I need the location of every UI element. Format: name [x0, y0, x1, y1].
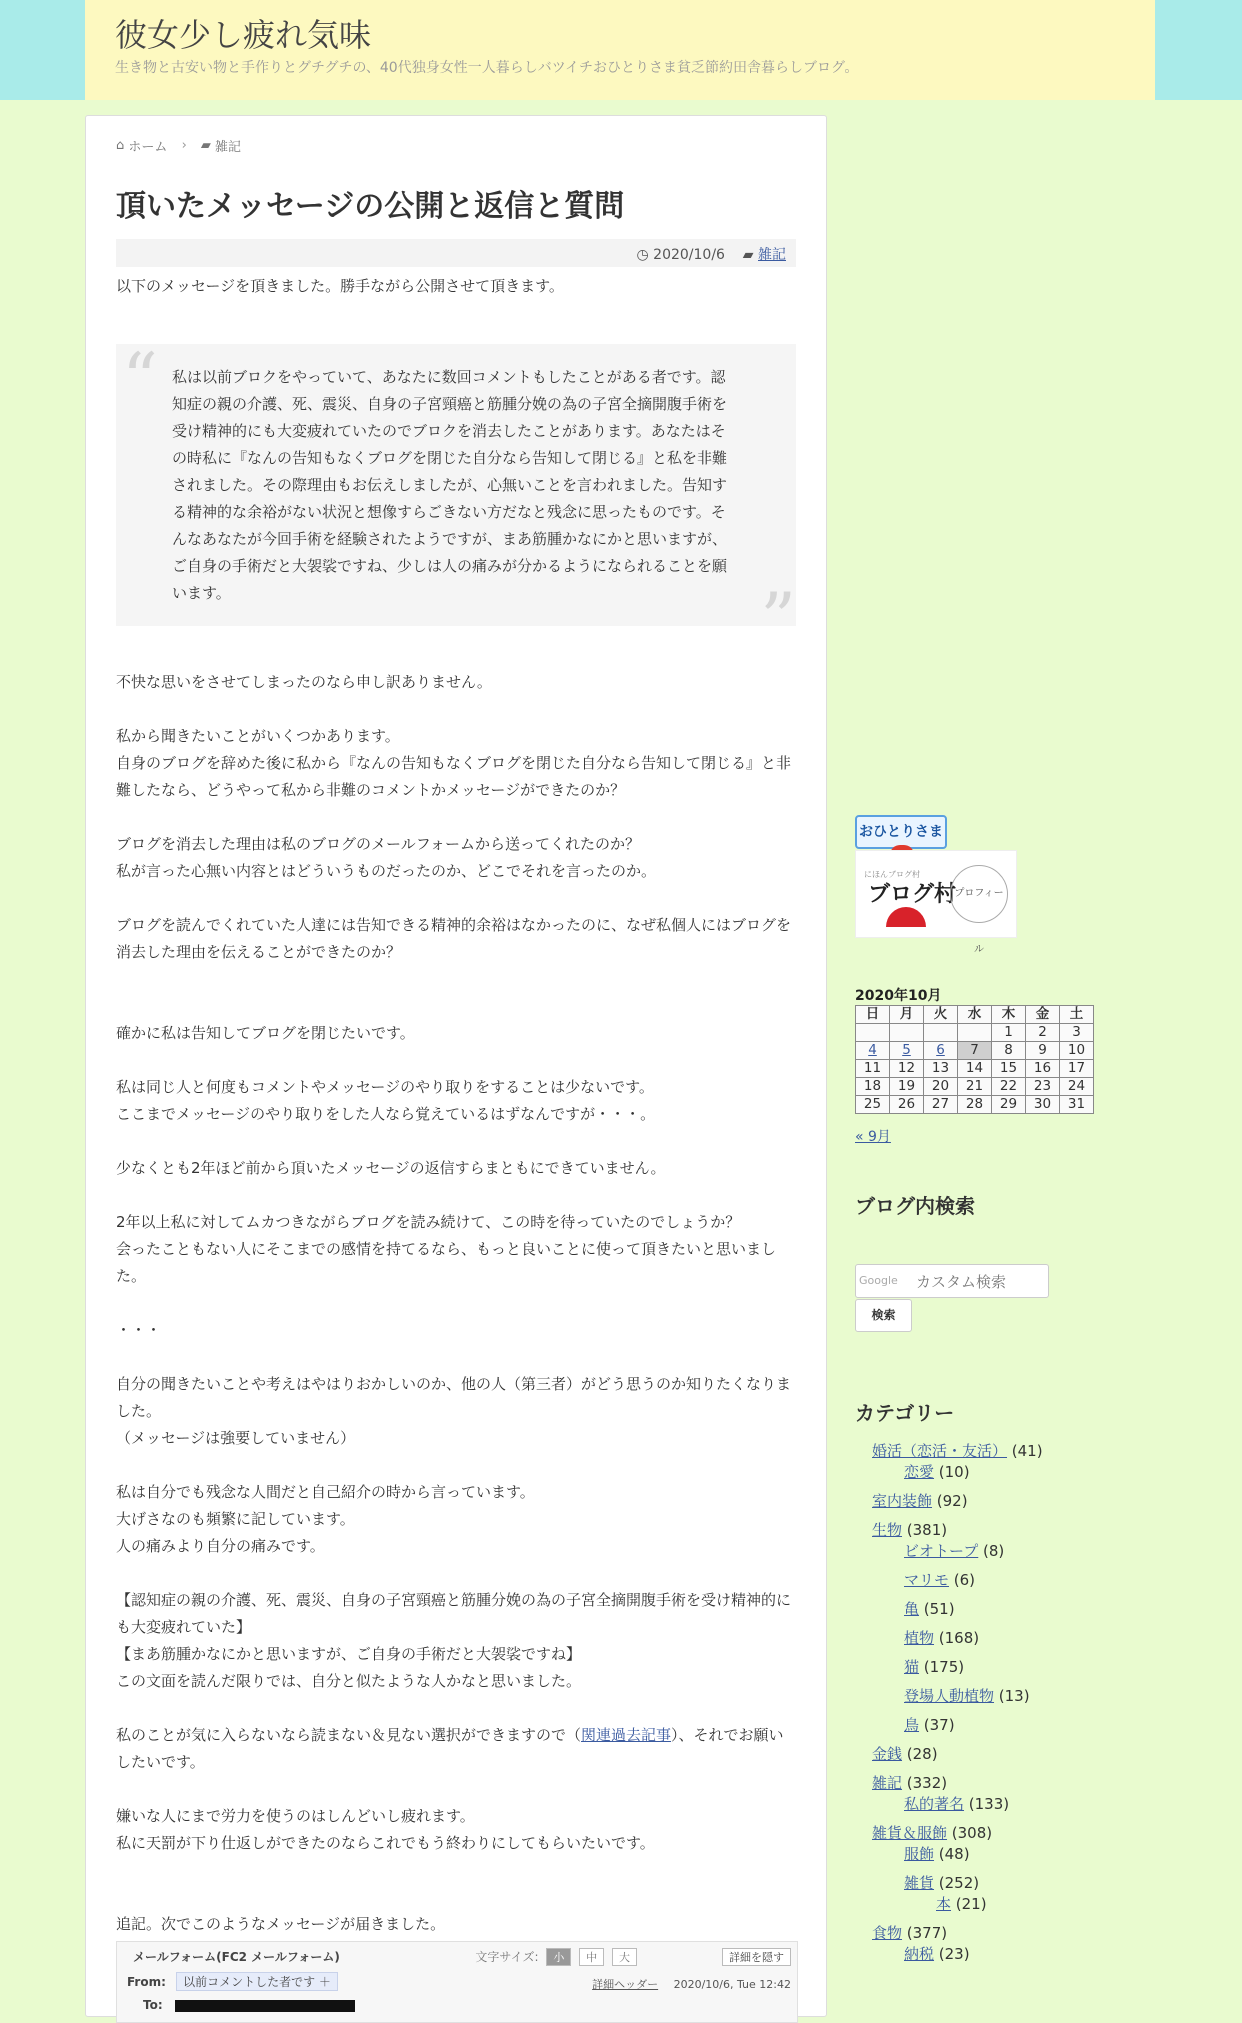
paragraph-text: ）、それでお願いしたいです。 — [116, 1726, 784, 1771]
calendar-day: 15 — [992, 1060, 1026, 1078]
calendar-day: 26 — [890, 1096, 924, 1114]
category-item — [872, 1490, 968, 1511]
category-count: (51) — [919, 1600, 955, 1618]
paragraph-line: この文面を読んだ限りでは、自分と似たような人かなと思いました。 — [116, 1672, 582, 1690]
category-item — [904, 1461, 970, 1482]
calendar-day: 13 — [924, 1060, 958, 1078]
paragraph-line: ブログを消去した理由は私のブログのメールフォームから送ってくれたのか？ — [116, 835, 640, 853]
category-count: (41) — [1007, 1442, 1043, 1460]
calendar-day: 12 — [890, 1060, 924, 1078]
village-text: ブログ村 — [868, 882, 957, 907]
calendar-week — [856, 1096, 1094, 1114]
blog-village-banner[interactable] — [855, 850, 1017, 955]
calendar-title: 2020年10月 — [855, 988, 942, 1004]
calendar-day: 28 — [958, 1096, 992, 1114]
calendar-week — [856, 1042, 1094, 1060]
category-count: (37) — [919, 1716, 955, 1734]
calendar-day[interactable]: 4 — [856, 1042, 890, 1060]
calendar-week — [856, 1024, 1094, 1042]
paragraph-line: 大げさなのも頻繁に記しています。 — [116, 1510, 355, 1528]
calendar-day: 9 — [1026, 1042, 1060, 1060]
category-link[interactable]: 私的著名 — [904, 1795, 965, 1813]
category-item — [904, 1714, 955, 1735]
calendar-day: 7 — [958, 1042, 992, 1060]
calendar-day: 23 — [1026, 1078, 1060, 1096]
paragraph-line: 【まあ筋腫かなにかと思いますが、ご自身の手術だと大袈裟ですね】 — [116, 1645, 582, 1663]
paragraph-line: ここまでメッセージのやり取りをした人なら覚えているはずなんですが・・・。 — [116, 1105, 656, 1123]
calendar-day: 10 — [1060, 1042, 1094, 1060]
profile-circle: プロフィール — [950, 865, 1008, 923]
category-count: (10) — [934, 1463, 970, 1481]
category-count: (13) — [994, 1687, 1030, 1705]
paragraph: 少なくとも2年ほど前から頂いたメッセージの返信すらまともにできていません。 — [116, 1159, 666, 1177]
calendar-day: 31 — [1060, 1096, 1094, 1114]
category-link[interactable]: 本 — [936, 1895, 952, 1913]
calendar-day: 19 — [890, 1078, 924, 1096]
category-item — [904, 1872, 979, 1893]
calendar-day: 3 — [1060, 1024, 1094, 1042]
sun-icon — [886, 907, 926, 927]
category-count: (133) — [964, 1795, 1010, 1813]
paragraph-line: （メッセージは強要していません） — [116, 1429, 356, 1447]
category-item — [872, 1519, 947, 1540]
calendar-day: 20 — [924, 1078, 958, 1096]
category-item — [936, 1893, 987, 1914]
calendar-day[interactable]: 6 — [924, 1042, 958, 1060]
calendar-empty — [958, 1024, 992, 1042]
breadcrumb-category[interactable]: 雑記 — [215, 140, 242, 155]
paragraph-line: 私は同じ人と何度もコメントやメッセージのやり取りをすることは少ないです。 — [116, 1078, 654, 1096]
paragraph-line: 嫌いな人にまで労力を使うのはしんどいし疲れます。 — [116, 1807, 475, 1825]
post-meta — [116, 239, 796, 267]
calendar — [855, 1005, 1094, 1114]
mail-form-title: メールフォーム(FC2 メールフォーム) — [133, 1950, 340, 1964]
paragraph — [116, 723, 796, 804]
category-count: (252) — [934, 1874, 980, 1892]
calendar-weekday: 金 — [1026, 1006, 1060, 1024]
category-link[interactable]: 食物 — [872, 1924, 903, 1942]
quote-close-icon: ” — [760, 578, 796, 660]
category-link[interactable]: 植物 — [904, 1629, 935, 1647]
calendar-day: 2 — [1026, 1024, 1060, 1042]
search-placeholder: カスタム検索 — [916, 1273, 1007, 1291]
paragraph-line: 人の痛みより自分の痛みです。 — [116, 1537, 325, 1555]
calendar-empty — [856, 1024, 890, 1042]
blockquote — [116, 338, 796, 660]
calendar-day: 21 — [958, 1078, 992, 1096]
post-category-link[interactable]: 雑記 — [758, 247, 786, 263]
paragraph: 追記。次でこのようなメッセージが届きました。 — [116, 1915, 446, 1933]
calendar-weekday: 火 — [924, 1006, 958, 1024]
breadcrumb — [116, 136, 241, 155]
calendar-day: 30 — [1026, 1096, 1060, 1114]
calendar-day: 24 — [1060, 1078, 1094, 1096]
calendar-weekday: 水 — [958, 1006, 992, 1024]
category-item — [872, 1743, 938, 1764]
calendar-prev-link[interactable]: « 9月 — [855, 1129, 891, 1145]
paragraph-line: 2年以上私に対してムカつきながらブログを読み続けて、この時を待っていたのでしょうか？ — [116, 1213, 741, 1231]
category-link[interactable]: 恋愛 — [904, 1463, 935, 1481]
category-link[interactable]: 鳥 — [904, 1716, 920, 1734]
category-item — [904, 1793, 1009, 1814]
to-label: To: — [143, 1998, 163, 2012]
category-count: (168) — [934, 1629, 980, 1647]
calendar-day: 22 — [992, 1078, 1026, 1096]
paragraph-line: 自身のブログを辞めた後に私から『なんの告知もなくブログを閉じた自分なら告知して閉じる』と非難したなら、どうやって私から非難のコメントかメッセージができたのか？ — [116, 754, 792, 799]
paragraph — [116, 1803, 796, 1857]
article-card — [85, 115, 827, 2017]
paragraph: 確かに私は告知してブログを閉じたいです。 — [116, 1024, 415, 1042]
chevron-right-icon: › — [181, 138, 187, 153]
calendar-weekday: 木 — [992, 1006, 1026, 1024]
category-count: (6) — [949, 1571, 976, 1589]
calendar-day: 27 — [924, 1096, 958, 1114]
calendar-week — [856, 1078, 1094, 1096]
category-link[interactable]: 生物 — [872, 1521, 903, 1539]
site-title[interactable]: 彼女少し疲れ気味 — [115, 16, 372, 54]
related-article-link[interactable]: 関連過去記事 — [581, 1726, 672, 1744]
category-link[interactable]: 納税 — [904, 1945, 935, 1963]
ranking-badge[interactable] — [855, 815, 947, 849]
category-link[interactable]: 服飾 — [904, 1845, 935, 1863]
detail-toggle: 詳細を隠す — [722, 1948, 791, 1966]
paragraph-line: 会ったこともない人にそこまでの感情を持てるなら、もっと良いことに使って頂きたいと思いました。 — [116, 1240, 777, 1285]
quote-open-icon: “ — [122, 338, 158, 420]
category-item — [872, 1822, 992, 1843]
category-count: (21) — [951, 1895, 987, 1913]
category-item — [872, 1922, 947, 1943]
calendar-day: 29 — [992, 1096, 1026, 1114]
category-count: (308) — [947, 1824, 993, 1842]
category-count: (92) — [932, 1492, 968, 1510]
category-item — [904, 1843, 970, 1864]
search-input[interactable] — [855, 1264, 1049, 1298]
category-link[interactable]: 婚活（恋活・友活） — [872, 1442, 1008, 1460]
quote-text: 私は以前ブロクをやっていて、あなたに数回コメントもしたことがある者です。認知症の親の介護、死、震災、自身の子宮頸癌と筋腫分娩の為の子宮全摘開腹手術を受け精神的にも大変疲れていたのでブロクを消去したことがあります。あなたはその時私に『なんの告知もなくブログを閉じた自分なら告知して閉じる』と私を非難されました。その際理由もお伝えしましたが、心無いことを言われました。告知する精神的な余裕がない状況と想像すらごきない方だなと残念に思ったものです。そんなあなたが今回手術を経験されたようですが、まあ筋腫かなにかと思いますが、ご自身の手術だと大袈裟ですね、少しは人の痛みが分かるようになられることを願います。 — [172, 368, 728, 602]
calendar-day: 18 — [856, 1078, 890, 1096]
category-link[interactable]: 金銭 — [872, 1745, 903, 1763]
category-item — [904, 1685, 1030, 1706]
paragraph: 不快な思いをさせてしまったのなら申し訳ありません。 — [116, 673, 492, 691]
calendar-day[interactable]: 5 — [890, 1042, 924, 1060]
paragraph-line: 私は自分でも残念な人間だと自己紹介の時から言っています。 — [116, 1483, 535, 1501]
paragraph-line: 私から聞きたいことがいくつかあります。 — [116, 727, 400, 745]
category-link[interactable]: 雑貨 — [904, 1874, 935, 1892]
size-medium: 中 — [579, 1948, 604, 1966]
category-link[interactable]: 登場人動植物 — [904, 1687, 995, 1705]
category-item — [872, 1772, 947, 1793]
intro-text: 以下のメッセージを頂きました。勝手ながら公開させて頂きます。 — [116, 277, 564, 295]
size-small: 小 — [546, 1948, 571, 1966]
category-link[interactable]: 雑貨＆服飾 — [872, 1824, 948, 1842]
calendar-day: 25 — [856, 1096, 890, 1114]
redacted-bar — [175, 2000, 355, 2012]
breadcrumb-home[interactable]: ホーム — [128, 140, 168, 155]
category-item — [904, 1943, 970, 1964]
mail-header-info — [592, 1976, 791, 1992]
category-count: (48) — [934, 1845, 970, 1863]
paragraph-line: 【認知症の親の介護、死、震災、自身の子宮頸癌と筋腫分娩の為の子宮全摘開腹手術を受け精神的にも大変疲れていた】 — [116, 1591, 792, 1636]
paragraph-line: 私が言った心無い内容とはどういうものだったのか、どこでそれを言ったのか。 — [116, 862, 657, 880]
folder-icon: ▰ — [200, 138, 211, 153]
google-logo: Google — [859, 1274, 898, 1287]
paragraph-line: 自分の聞きたいことや考えはやはりおかしいのか、他の人（第三者）がどう思うのか知りたくなりました。 — [116, 1375, 792, 1420]
font-size-controls — [475, 1948, 637, 1966]
paragraph-line: 私に天罰が下り仕返しができたのならこれでもう終わりにしてもらいたいです。 — [116, 1834, 655, 1852]
site-description: 生き物と古安い物と手作りとグチグチの、40代独身女性一人暮らしバツイチおひとりさま貧乏節約田舎暮らしブログ。 — [115, 60, 859, 76]
calendar-weekday: 日 — [856, 1006, 890, 1024]
page-title: 頂いたメッセージの公開と返信と質問 — [116, 189, 625, 224]
category-item — [904, 1540, 1004, 1561]
category-count: (28) — [902, 1745, 938, 1763]
post-date: 2020/10/6 — [653, 247, 725, 263]
badge-label: おひとりさま — [859, 824, 943, 840]
folder-icon: ▰ — [742, 247, 754, 263]
category-item — [904, 1598, 955, 1619]
paragraph — [116, 1479, 796, 1560]
calendar-day: 1 — [992, 1024, 1026, 1042]
category-item — [904, 1627, 979, 1648]
embedded-mail-screenshot — [116, 1941, 798, 2023]
category-link[interactable]: 雑記 — [872, 1774, 903, 1792]
calendar-week — [856, 1060, 1094, 1078]
calendar-day: 11 — [856, 1060, 890, 1078]
paragraph — [116, 1074, 796, 1128]
size-large: 大 — [612, 1948, 637, 1966]
calendar-day: 16 — [1026, 1060, 1060, 1078]
paragraph: ブログを読んでくれていた人達には告知できる精神的余裕はなかったのに、なぜ私個人にはブログを消去した理由を伝えることができたのか？ — [116, 916, 792, 961]
mail-date: 2020/10/6, Tue 12:42 — [673, 1978, 791, 1991]
mail-to — [143, 1998, 355, 2012]
category-count: (377) — [902, 1924, 948, 1942]
category-link[interactable]: ビオトープ — [904, 1542, 979, 1560]
site-header — [85, 0, 1155, 100]
paragraph — [116, 1209, 796, 1290]
font-size-label: 文字サイズ: — [475, 1950, 539, 1964]
village-small-text: にほんブログ村 — [864, 870, 920, 879]
paragraph-text: 私のことが気に入らないなら読まない＆見ない選択ができますので（ — [116, 1726, 582, 1744]
calendar-day: 17 — [1060, 1060, 1094, 1078]
paragraph — [116, 1722, 796, 1776]
category-link[interactable]: 亀 — [904, 1600, 920, 1618]
calendar-day: 14 — [958, 1060, 992, 1078]
category-item — [904, 1569, 975, 1590]
category-count: (175) — [919, 1658, 965, 1676]
paragraph — [116, 1587, 796, 1695]
calendar-weekday: 月 — [890, 1006, 924, 1024]
home-icon: ⌂ — [116, 138, 125, 153]
search-widget-title: ブログ内検索 — [855, 1194, 975, 1218]
clock-icon: ◷ — [636, 247, 649, 263]
category-item — [872, 1440, 1043, 1461]
category-count: (8) — [978, 1542, 1005, 1560]
from-value: 以前コメントした者です ＋ — [176, 1972, 338, 1991]
calendar-empty — [924, 1024, 958, 1042]
category-count: (381) — [902, 1521, 948, 1539]
calendar-empty — [890, 1024, 924, 1042]
paragraph: ・・・ — [116, 1321, 162, 1339]
paragraph — [116, 831, 796, 885]
header-link: 詳細ヘッダー — [592, 1978, 659, 1991]
categories-title: カテゴリー — [855, 1401, 955, 1425]
category-count: (332) — [902, 1774, 948, 1792]
calendar-day: 8 — [992, 1042, 1026, 1060]
category-link[interactable]: マリモ — [904, 1571, 950, 1589]
paragraph — [116, 1371, 796, 1452]
from-label: From: — [127, 1975, 166, 1989]
category-link[interactable]: 室内装飾 — [872, 1492, 933, 1510]
calendar-weekday: 土 — [1060, 1006, 1094, 1024]
category-item — [904, 1656, 964, 1677]
search-button[interactable]: 検索 — [855, 1299, 912, 1332]
category-link[interactable]: 猫 — [904, 1658, 920, 1676]
category-count: (23) — [934, 1945, 970, 1963]
mail-from — [127, 1972, 338, 1991]
